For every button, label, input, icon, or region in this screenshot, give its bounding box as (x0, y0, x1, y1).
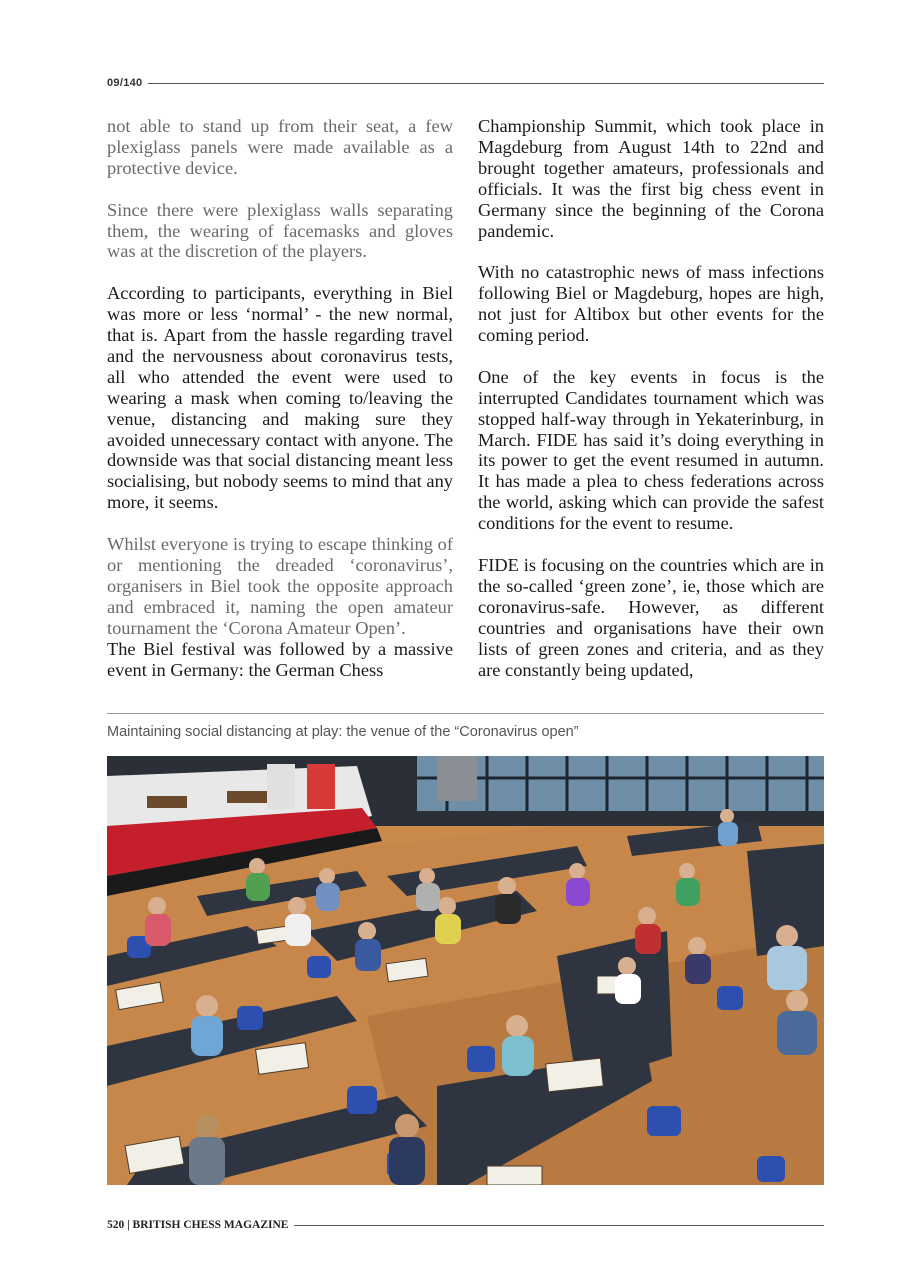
tournament-hall-photo (107, 756, 824, 1185)
header-rule (148, 83, 824, 84)
paragraph: not able to stand up from their seat, a few plexiglass panels were made available as a protective device. (107, 116, 453, 178)
photo-caption: Maintaining social distancing at play: the venue of the “Coronavirus open” (107, 724, 579, 740)
footer-text: 520 | BRITISH CHESS MAGAZINE (107, 1219, 289, 1231)
paragraph: One of the key events in focus is the interrupted Candidates tournament which was stopped half-way through in Yekaterinburg, in March. FIDE has said it’s doing everything in its power to get the event resumed in autumn. It has made a plea to chess federations across the world, asking which can provide the safest conditions for the event to resume. (478, 366, 824, 534)
paragraph: Since there were plexiglass walls separating them, the wearing of facemasks and gloves was at the discretion of the players. (107, 199, 453, 262)
paragraph: Whilst everyone is trying to escape thinking of or mentioning the dreaded ‘coronavirus’, organisers in Biel took the opposite approach and embraced it, naming the open amateur tournament the ‘Corona Amateur Open’. (107, 534, 453, 638)
left-column (107, 116, 453, 680)
page-counter: 09/140 (107, 77, 143, 89)
page-header (107, 74, 824, 92)
paragraph: The Biel festival was followed by a massive event in Germany: the German Chess (107, 638, 453, 680)
right-column (478, 116, 824, 680)
paragraph: With no catastrophic news of mass infections following Biel or Magdeburg, hopes are high, not just for Altibox but other events for the coming period. (478, 262, 824, 346)
caption-rule (107, 713, 824, 714)
paragraph: Championship Summit, which took place in Magdeburg from August 14th to 22nd and brought together amateurs, professionals and officials. It was the first big chess event in Germany since the beginning of the Corona pandemic. (478, 116, 824, 241)
paragraph: FIDE is focusing on the countries which are in the so-called ‘green zone’, ie, those which are coronavirus-safe. However, as different countries and organisations have their own lists of green zones and criteria, and as they are constantly being updated, (478, 554, 824, 680)
page-footer (107, 1217, 824, 1233)
paragraph: According to participants, everything in Biel was more or less ‘normal’ - the new normal, that is. Apart from the hassle regarding travel and the nervousness about coronavirus tests, all who attended the event were used to wearing a mask when coming to/leaving the venue, distancing and making sure they avoided unnecessary contact with anyone. The downside was that social distancing meant less socialising, but nobody seems to mind that any more, it seems. (107, 283, 453, 513)
footer-rule (294, 1225, 824, 1226)
